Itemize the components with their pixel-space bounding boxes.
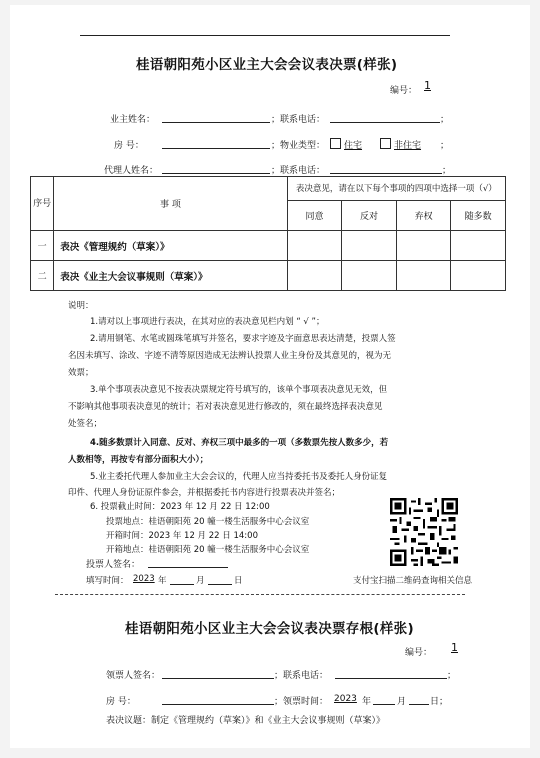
note-3c: 处签名； [68,419,103,429]
option-oppose-header: 反对 [342,201,397,231]
residential-checkbox[interactable] [330,138,341,149]
semicolon: ； [440,141,450,151]
receiver-label: 领票人签名： [106,671,161,681]
note-2c: 效票； [68,368,94,378]
year-unit: 年 [158,576,167,586]
agent-name-field[interactable] [162,173,270,174]
semicolon: ； [442,166,452,176]
qr-code-image[interactable] [390,498,458,566]
col-item-header: 事 项 [54,177,287,231]
note-3b: 不影响其他事项表决意见的统计；若对表决意见进行修改的，须在最终选择表决意见 [68,402,383,412]
note-1: 1.请对以上事项进行表决，在其对应的表决意见栏内划 “ √ ”； [90,317,325,327]
open-time: 开箱时间：2023 年 12 月 22 日 14:00 [106,531,258,541]
receive-year: 2023 [334,694,357,704]
voter-sign-label: 投票人签名： [86,560,141,570]
notes-heading: 说明： [68,301,94,311]
ballot-page [10,5,530,748]
table-row [31,231,506,261]
month-unit: 月 [397,697,407,707]
agent-phone-label: ；联系电话： [271,166,326,176]
receive-time-label: ；领票时间： [274,697,329,707]
note-5b: 印件、代理人身份证原件参会，并根据委托书内容进行投票表决并签名； [68,488,341,498]
day-unit: 日 [234,576,243,586]
vote-cell-majority[interactable] [451,231,506,261]
vote-cell-agree[interactable] [287,231,342,261]
receiver-sign-field[interactable] [162,678,274,679]
fill-month-field[interactable] [170,584,194,585]
option-abstain-header: 弃权 [396,201,451,231]
day-unit: 日； [430,697,449,707]
row-item: 表决《业主大会议事规则（草案）》 [54,261,287,291]
contact-phone-label: ；联系电话： [271,115,326,125]
agent-name-label: 代理人姓名： [104,166,159,176]
col-seq-header: 序号 [31,177,54,231]
stub-title: 桂语朝阳苑小区业主大会会议表决票存根(样张) [125,621,414,637]
stub-number: 1 [451,641,458,654]
agent-phone-field[interactable] [330,173,442,174]
contact-phone-field[interactable] [330,122,440,123]
vote-cell-oppose[interactable] [342,261,397,291]
property-type-label: ；物业类型： [271,141,326,151]
stub-room-label: 房 号： [106,697,136,707]
fill-time-label: 填写时间： [86,576,129,586]
residential-label: 住宅 [344,141,363,151]
stub-room-field[interactable] [162,704,274,705]
vote-cell-agree[interactable] [287,261,342,291]
stub-number-label: 编号： [405,648,433,658]
note-4b: 人数相等，再按专有部分面积大小）； [68,455,209,465]
owner-name-field[interactable] [162,122,270,123]
row-seq: 一 [31,231,54,261]
row-item: 表决《管理规约（草案）》 [54,231,287,261]
fill-day-field[interactable] [208,584,232,585]
option-agree-header: 同意 [287,201,342,231]
receive-month-field[interactable] [373,704,395,705]
vote-cell-majority[interactable] [451,261,506,291]
vote-place: 投票地点：桂语朝阳苑 20 幢一楼生活服务中心会议室 [106,517,310,527]
stub-phone-label: ；联系电话： [274,671,329,681]
note-6: 6. 投票截止时间：2023 年 12 月 22 日 12:00 [90,502,270,512]
cut-line [55,594,465,595]
voter-sign-field[interactable] [148,567,228,568]
vote-table [30,176,506,291]
vote-cell-abstain[interactable] [396,231,451,261]
top-rule [80,35,450,36]
fill-year: 2023 [133,574,155,584]
stub-phone-field[interactable] [335,678,447,679]
room-label: 房 号： [114,141,144,151]
non-residential-option[interactable] [380,138,421,151]
non-residential-label: 非住宅 [394,141,422,151]
option-majority-header: 随多数 [451,201,506,231]
note-2b: 名因未填写、涂改、字迹不清等原因造成无法辨认投票人业主身份及其意见的，视为无 [68,351,392,361]
residential-option[interactable] [330,138,362,151]
owner-name-label: 业主姓名： [110,115,156,125]
ballot-number-label: 编号： [390,86,418,96]
table-row [31,261,506,291]
non-residential-checkbox[interactable] [380,138,391,149]
vote-cell-abstain[interactable] [396,261,451,291]
ballot-number: 1 [424,79,431,92]
year-unit: 年 [362,697,372,707]
open-place: 开箱地点：桂语朝阳苑 20 幢一楼生活服务中心会议室 [106,545,310,555]
vote-cell-oppose[interactable] [342,231,397,261]
col-opinion-header: 表决意见，请在以下每个事项的四项中选择一项（√） [287,177,505,201]
room-field[interactable] [162,148,270,149]
note-5a: 5.业主委托代理人参加业主大会会议的，代理人应当持委托书及委托人身份证复 [90,472,388,482]
note-3a: 3.单个事项表决意见不按表决票规定符号填写的，该单个事项表决意见无效，但 [90,385,388,395]
qr-caption: 支付宝扫描二维码查询相关信息 [353,576,473,586]
note-2a: 2.请用钢笔、水笔或圆珠笔填写并签名，要求字迹及字面意思表达清楚，投票人签 [90,334,396,344]
stub-topics: 表决议题：制定《管理规约（草案）》和《业主大会议事规则（草案）》 [106,716,386,726]
semicolon: ； [440,115,450,125]
note-4a: 4.随多数票计入同意、反对、弃权三项中最多的一项（多数票先按人数多少，若 [90,438,389,448]
month-unit: 月 [196,576,205,586]
receive-day-field[interactable] [409,704,429,705]
row-seq: 二 [31,261,54,291]
semicolon: ； [447,671,457,681]
ballot-title: 桂语朝阳苑小区业主大会会议表决票(样张) [136,57,398,73]
